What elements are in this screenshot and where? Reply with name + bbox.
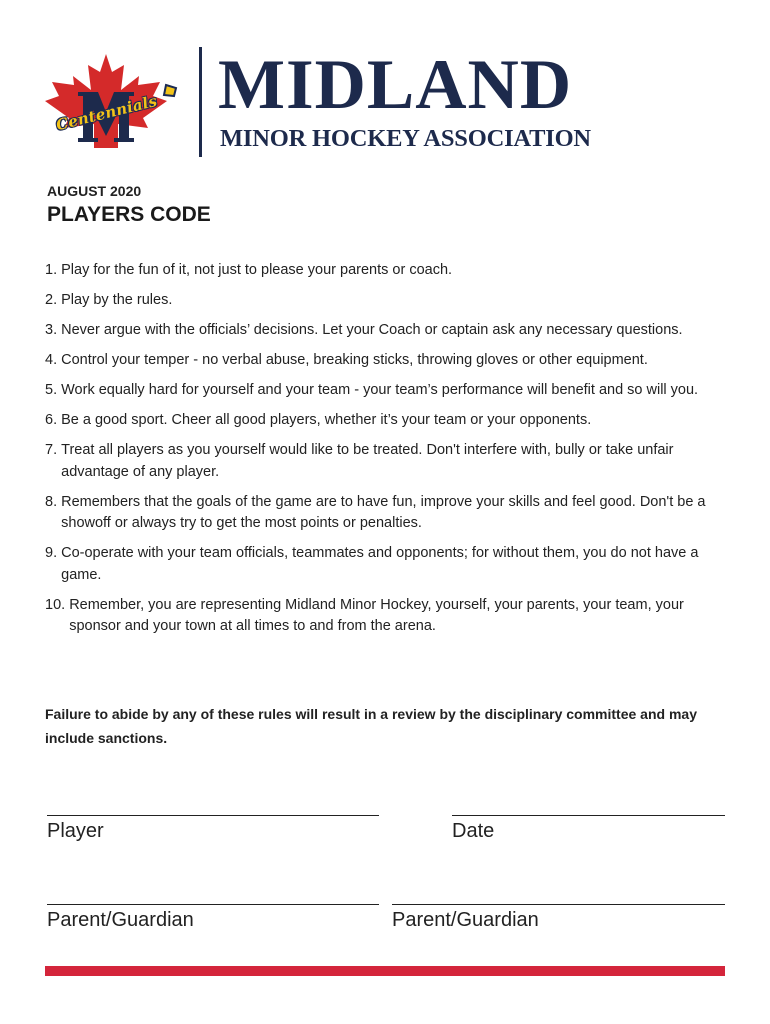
rule-text: Treat all players as you yourself would like to be treated. Don't interfere with, bully or take unfair advantage of any player. [61,442,674,480]
header-divider [199,47,202,157]
rule-number: 6. [45,412,62,428]
rule-number: 10. [45,596,70,613]
parent-guardian-signature-line-2[interactable] [392,904,725,905]
sanctions-warning: Failure to abide by any of these rules will result in a review by the disciplinary committee and may include sanctions. [45,706,697,746]
player-label: Player [47,820,104,842]
date-signature-line[interactable] [452,815,725,816]
rule-number: 7. [45,442,62,458]
parent-guardian-label-2: Parent/Guardian [392,909,539,931]
rule-item [45,440,735,483]
rule-number: 9. [45,545,62,561]
rule-text: Play for the fun of it, not just to please your parents or coach. [61,262,453,278]
rule-text: Control your temper - no verbal abuse, breaking sticks, throwing gloves or other equipment. [61,352,648,368]
rule-item [45,380,735,402]
rule-item [45,410,735,432]
organization-name: MIDLAND [218,46,573,124]
rule-item [45,290,735,312]
rule-item [45,492,735,535]
player-signature-line[interactable] [47,815,379,816]
rule-item [45,543,735,586]
rule-text: Play by the rules. [61,292,173,308]
rule-number: 8. [45,493,62,510]
rule-text: Remember, you are representing Midland Minor Hockey, yourself, your parents, your team, your sponsor and your town at all times to and from the arena. [69,596,684,634]
rule-number: 3. [45,322,62,338]
rule-text: Never argue with the officials’ decisions. Let your Coach or captain ask any necessary questions. [61,322,683,338]
association-logo [40,52,182,152]
footer-bar [45,966,725,976]
rule-text: Be a good sport. Cheer all good players, whether it’s your team or your opponents. [61,412,592,428]
rule-item [45,320,735,342]
rules-list [45,260,735,646]
rule-item [45,350,735,372]
rule-item [45,595,735,638]
rule-text: Remembers that the goals of the game are to have fun, improve your skills and feel good. Don't be a showoff or always try to get the most points or penalties. [61,493,706,531]
rule-text: Co-operate with your team officials, teammates and opponents; for without them, you do not have a game. [61,545,699,583]
parent-guardian-label-1: Parent/Guardian [47,909,194,931]
rule-item [45,260,735,282]
rule-text: Work equally hard for yourself and your team - your team’s performance will benefit and so will you. [61,382,699,398]
parent-guardian-signature-line-1[interactable] [47,904,379,905]
rule-number: 5. [45,382,62,398]
date-label: Date [452,820,495,842]
rule-number: 1. [45,262,62,278]
page-title: PLAYERS CODE [47,203,211,226]
rule-number: 4. [45,352,62,368]
document-date: AUGUST 2020 [47,183,142,199]
rule-number: 2. [45,292,62,308]
logo-wordmark: Centennials [54,91,160,135]
organization-subtitle: MINOR HOCKEY ASSOCIATION [220,125,591,152]
